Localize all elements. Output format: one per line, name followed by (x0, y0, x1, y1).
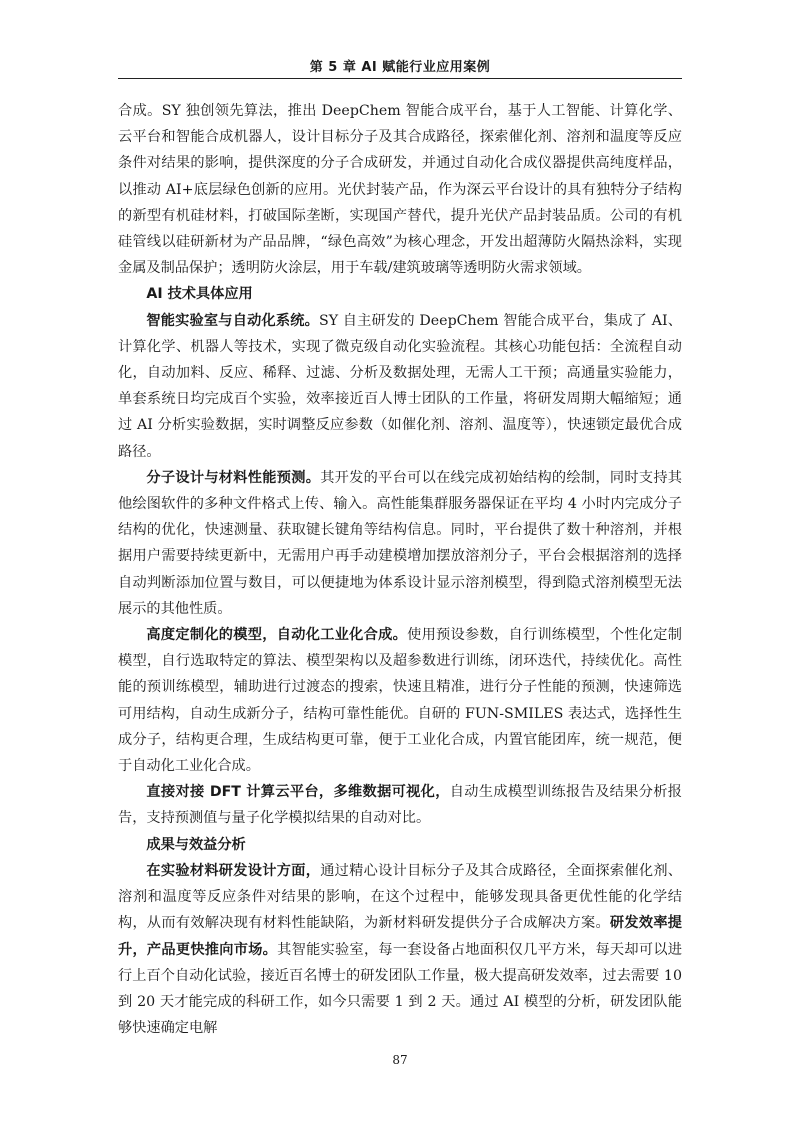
running-header: 第 5 章 AI 赋能行业应用案例 (309, 60, 491, 75)
paragraph-lead: 高度定制化的模型，自动化工业化合成。 (146, 627, 408, 644)
section-heading-results: 成果与效益分析 (146, 836, 246, 853)
paragraph-molecular-design (118, 465, 682, 622)
section-heading-ai-applications: AI 技术具体应用 (146, 286, 253, 303)
paragraph-dft-platform (118, 779, 682, 831)
paragraph-body: SY 自主研发的 DeepChem 智能合成平台，集成了 AI、计算化学、机器人等技术，实现了微克级自动化实验流程。其核心功能包括：全流程自动化，自动加料、反应、稀释、过滤、分析及数据处理，无需人工干预；高通量实验能力，单套系统日均完成百个实验，效率接近百人博士团队的工作量，将研发周期大幅缩短；通过 AI 分析实验数据，实时调整反应参数（如催化剂、溶剂、温度等），快速锁定最优合成路径。 (118, 312, 682, 460)
paragraph-body: 通过精心设计目标分子及其合成路径，全面探索催化剂、溶剂和温度等反应条件对结果的影响，在这个过程中，能够发现具备更优性能的化学结构，从而有效解决现有材料性能缺陷，为新材料研发提供分子合成解决方案。 (118, 862, 682, 932)
paragraph-body: 自动生成模型训练报告及结果分析报告，支持预测值与量子化学模拟结果的自动对比。 (118, 784, 682, 827)
paragraph-custom-model (118, 622, 682, 779)
page-body (118, 98, 682, 1041)
paragraph-body-secondary: 其智能实验室，每一套设备占地面积仅几平方米，每天却可以进行上百个自动化试验，接近百名博士的研发团队工作量，极大提高研发效率，过去需要 10 到 20 天才能完成的科研工作，如今只需要 1 到 2 天。通过 AI 模型的分析，研发团队能够快速确定电解 (118, 941, 682, 1037)
paragraph-lead: 在实验材料研发设计方面， (146, 862, 321, 879)
paragraph-smart-lab (118, 308, 682, 465)
paragraph-intro: 合成。SY 独创领先算法，推出 DeepChem 智能合成平台，基于人工智能、计算化学、云平台和智能合成机器人，设计目标分子及其合成路径，探索催化剂、溶剂和温度等反应条件对结果的影响，提供深度的分子合成研发，并通过自动化合成仪器提供高纯度样品，以推动 AI+底层绿色创新的应用。光伏封装产品，作为深云平台设计的具有独特分子结构的新型有机硅材料，打破国际垄断，实现国产替代，提升光伏产品封装品质。公司的有机硅管线以硅研新材为产品品牌，“绿色高效”为核心理念，开发出超薄防火隔热涂料，实现金属及制品保护；透明防火涂层，用于车载/建筑玻璃等透明防火需求领域。 (118, 103, 682, 277)
paragraph-lead: 分子设计与材料性能预测。 (146, 469, 321, 486)
paragraph-body: 使用预设参数，自行训练模型，个性化定制模型，自行选取特定的算法、模型架构以及超参数进行训练，闭环迭代，持续优化。高性能的预训练模型，辅助进行过渡态的搜索，快速且精准，进行分子性能的预测，快速筛选可用结构，自动生成新分子，结构可靠性能优。自研的 FUN-SMILES 表达式，选择性生成分子，结构更合理，生成结构更可靠，便于工业化合成，内置官能团库，统一规范，便于自动化工业化合成。 (118, 627, 682, 775)
paragraph-material-rd (118, 858, 682, 1041)
paragraph-lead-secondary: 研发效率提升，产品更快推向市场。 (118, 915, 682, 958)
page-number: 87 (392, 1053, 408, 1067)
paragraph-body: 其开发的平台可以在线完成初始结构的绘制，同时支持其他绘图软件的多种文件格式上传、输入。高性能集群服务器保证在平均 4 小时内完成分子结构的优化，快速测量、获取键长键角等结构信息。同时，平台提供了数十种溶剂，并根据用户需要持续更新中，无需用户再手动建模增加摆放溶剂分子，平台会根据溶剂的选择自动判断添加位置与数目，可以便捷地为体系设计显示溶剂模型，得到隐式溶剂模型无法展示的其他性质。 (118, 469, 682, 617)
paragraph-lead: 智能实验室与自动化系统。 (146, 312, 319, 329)
header-rule (118, 78, 682, 79)
paragraph-lead: 直接对接 DFT 计算云平台，多维数据可视化， (146, 784, 450, 801)
